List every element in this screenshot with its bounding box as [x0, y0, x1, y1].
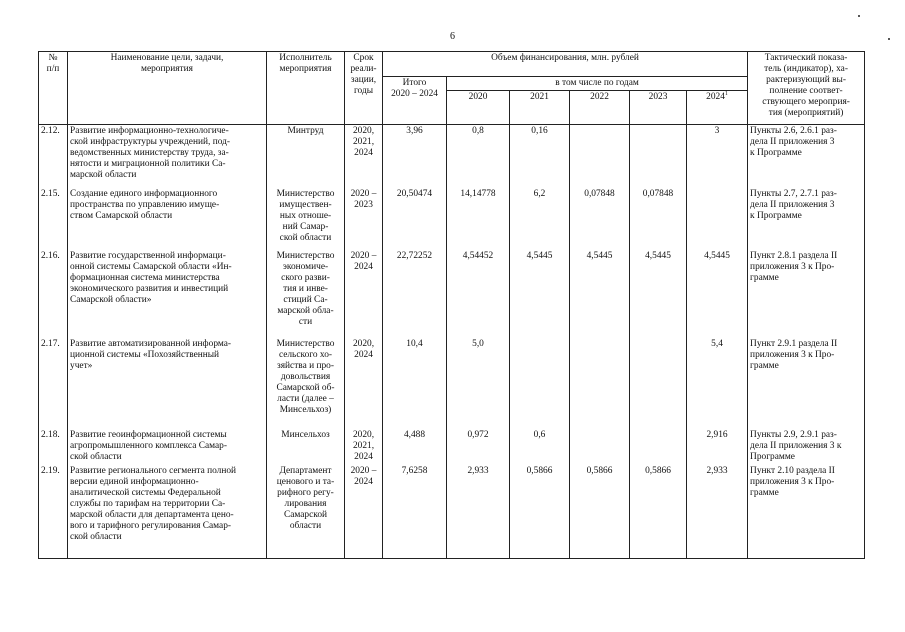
row-indicator: Пункт 2.9.1 раздела II приложения 3 к Про- грамме — [748, 338, 865, 429]
row-2023: 0,5866 — [630, 465, 687, 559]
row-name: Развитие информационно-технологиче- ской инфраструктуры учреждений, под- ведомственных министерству труда, за- нятости и миграционной политики Са- марской области — [68, 125, 267, 188]
row-num: 2.19. — [39, 465, 68, 559]
row-2023: 4,5445 — [630, 250, 687, 338]
header-year-2023: 2023 — [630, 91, 687, 125]
header-year-2022: 2022 — [570, 91, 630, 125]
table-row — [39, 429, 865, 465]
row-2020: 14,14778 — [447, 188, 510, 250]
row-2024: 2,933 — [687, 465, 748, 559]
table-row — [39, 338, 865, 429]
row-2020: 4,54452 — [447, 250, 510, 338]
scan-speck — [888, 38, 890, 40]
row-2023 — [630, 125, 687, 188]
row-2020: 5,0 — [447, 338, 510, 429]
row-indicator: Пункт 2.8.1 раздела II приложения 3 к Про- грамме — [748, 250, 865, 338]
row-2022 — [570, 125, 630, 188]
header-executor: Исполнитель мероприятия — [267, 52, 345, 125]
row-executor: Министерство имуществен- ных отноше- ний Самар- ской области — [267, 188, 345, 250]
row-total: 4,488 — [383, 429, 447, 465]
row-2021: 0,16 — [510, 125, 570, 188]
row-total: 10,4 — [383, 338, 447, 429]
row-2024: 3 — [687, 125, 748, 188]
row-total: 20,50474 — [383, 188, 447, 250]
row-term: 2020 – 2023 — [345, 188, 383, 250]
header-indicator: Тактический показа- тель (индикатор), ха- рактеризующий вы- полнение соответ- ствующего мероприя- тия (мероприятий) — [748, 52, 865, 125]
header-name: Наименование цели, задачи, мероприятия — [68, 52, 267, 125]
header-total: Итого 2020 – 2024 — [383, 77, 447, 125]
header-year-2020: 2020 — [447, 91, 510, 125]
row-executor: Минтруд — [267, 125, 345, 188]
row-2023 — [630, 338, 687, 429]
row-total: 3,96 — [383, 125, 447, 188]
row-name: Развитие государственной информаци- онной системы Самарской области «Ин- формационная система министерства экономического развития и инвестиций Самарской области» — [68, 250, 267, 338]
page-number: 6 — [450, 31, 455, 42]
header-funding: Объем финансирования, млн. рублей — [383, 52, 748, 77]
row-indicator: Пункты 2.6, 2.6.1 раз- дела II приложения 3 к Программе — [748, 125, 865, 188]
scan-speck — [858, 15, 860, 17]
row-name: Развитие геоинформационной системы агропромышленного комплекса Самар- ской области — [68, 429, 267, 465]
row-2022: 4,5445 — [570, 250, 630, 338]
row-executor: Министерство экономиче- ского разви- тия и инве- стиций Са- марской обла- сти — [267, 250, 345, 338]
table-row — [39, 125, 865, 188]
footnote-mark: 1 — [724, 90, 728, 97]
row-executor: Департамент ценового и та- рифного регу- лирования Самарской области — [267, 465, 345, 559]
row-name: Развитие регионального сегмента полной версии единой информационно- аналитической системы Федеральной службы по тарифам на территории Са- марской области для департамента цено- вого и тарифного регулирования Самар- ской области — [68, 465, 267, 559]
row-term: 2020 – 2024 — [345, 250, 383, 338]
row-2024: 4,5445 — [687, 250, 748, 338]
row-num: 2.17. — [39, 338, 68, 429]
row-2021 — [510, 338, 570, 429]
row-2021: 6,2 — [510, 188, 570, 250]
row-total: 22,72252 — [383, 250, 447, 338]
row-2021: 0,5866 — [510, 465, 570, 559]
row-indicator: Пункт 2.10 раздела II приложения 3 к Про- грамме — [748, 465, 865, 559]
row-indicator: Пункты 2.7, 2.7.1 раз- дела II приложения 3 к Программе — [748, 188, 865, 250]
row-2020: 2,933 — [447, 465, 510, 559]
header-term: Срок реали- зации, годы — [345, 52, 383, 125]
row-num: 2.15. — [39, 188, 68, 250]
row-indicator: Пункты 2.9, 2.9.1 раз- дела II приложения 3 к Программе — [748, 429, 865, 465]
table-row — [39, 465, 865, 559]
row-term: 2020, 2024 — [345, 338, 383, 429]
row-name: Развитие автоматизированной информа- ционной системы «Похозяйственный учет» — [68, 338, 267, 429]
header-year-2024: 2024$^1$ — [687, 91, 748, 125]
row-2023: 0,07848 — [630, 188, 687, 250]
row-2022: 0,07848 — [570, 188, 630, 250]
row-2021: 0,6 — [510, 429, 570, 465]
row-2020: 0,8 — [447, 125, 510, 188]
row-2022 — [570, 338, 630, 429]
funding-table — [38, 51, 865, 559]
header-year-2021: 2021 — [510, 91, 570, 125]
row-term: 2020, 2021, 2024 — [345, 125, 383, 188]
row-name: Создание единого информационного пространства по управлению имуще- ством Самарской области — [68, 188, 267, 250]
row-2024: 5,4 — [687, 338, 748, 429]
row-2022: 0,5866 — [570, 465, 630, 559]
row-num: 2.12. — [39, 125, 68, 188]
row-2023 — [630, 429, 687, 465]
row-2024: 2,916 — [687, 429, 748, 465]
header-by-years: в том числе по годам — [447, 77, 748, 91]
row-2021: 4,5445 — [510, 250, 570, 338]
row-total: 7,6258 — [383, 465, 447, 559]
row-num: 2.18. — [39, 429, 68, 465]
row-2022 — [570, 429, 630, 465]
table-row — [39, 250, 865, 338]
table-row — [39, 188, 865, 250]
row-num: 2.16. — [39, 250, 68, 338]
row-term: 2020 – 2024 — [345, 465, 383, 559]
row-2020: 0,972 — [447, 429, 510, 465]
row-term: 2020, 2021, 2024 — [345, 429, 383, 465]
row-executor: Минсельхоз — [267, 429, 345, 465]
row-2024 — [687, 188, 748, 250]
row-executor: Министерство сельского хо- зяйства и про- довольствия Самарской об- ласти (далее – Минсельхоз) — [267, 338, 345, 429]
header-num: № п/п — [39, 52, 68, 125]
